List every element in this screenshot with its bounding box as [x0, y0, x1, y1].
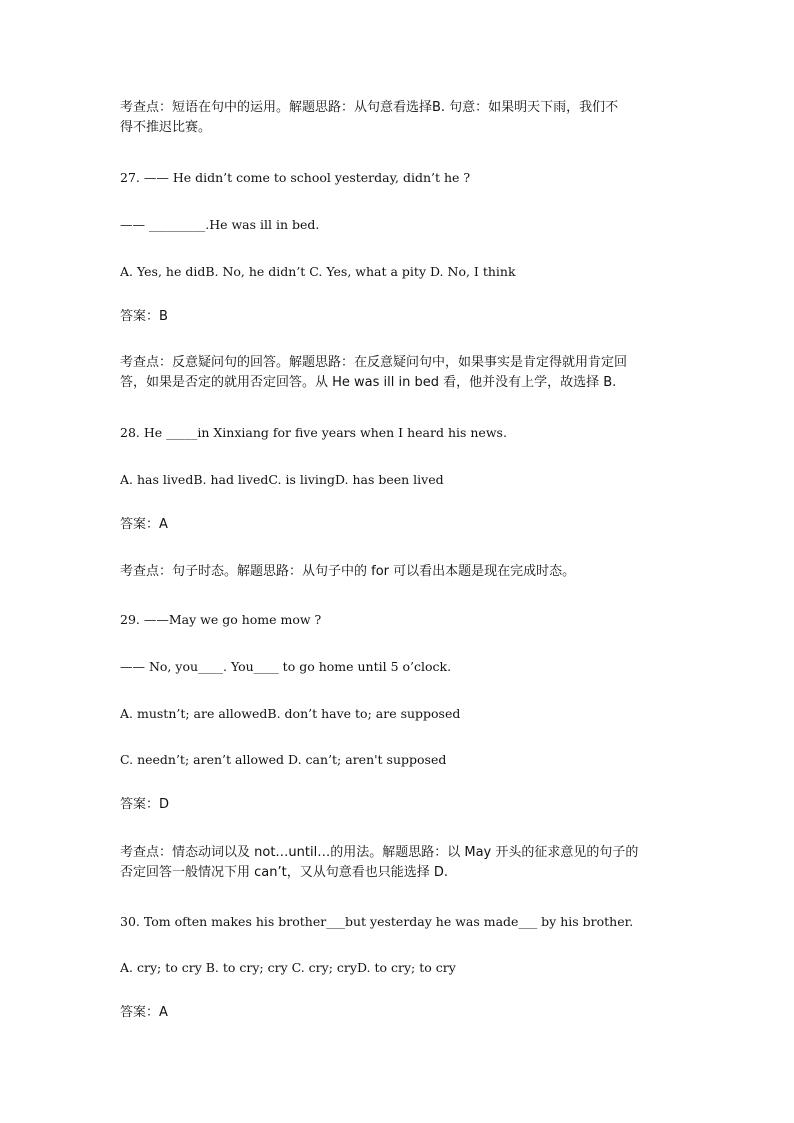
question-27-response: —— _________.He was ill in bed.	[120, 217, 320, 232]
question-28: 28. He _____in Xinxiang for five years when I heard his news.	[120, 425, 507, 440]
analysis-26-line-2: 得不推迟比赛。	[120, 120, 212, 135]
analysis-26-line-1: 考查点：短语在句中的运用。解题思路：从句意看选择B. 句意：如果明天下雨，我们不	[120, 100, 619, 115]
question-29-options-c-d: C. needn’t; aren’t allowed D. can’t; aren't supposed	[120, 752, 447, 767]
question-29-response: —— No, you____. You____ to go home until 5 o’clock.	[120, 659, 452, 674]
answer-30: 答案：A	[120, 1005, 168, 1020]
question-30: 30. Tom often makes his brother___but yesterday he was made___ by his brother.	[120, 914, 634, 929]
question-27: 27. —— He didn’t come to school yesterday, didn’t he ?	[120, 170, 471, 185]
question-29-options-a-b: A. mustn’t; are allowedB. don’t have to; are supposed	[120, 706, 461, 721]
question-27-options: A. Yes, he didB. No, he didn’t C. Yes, what a pity D. No, I think	[120, 264, 516, 279]
question-28-options: A. has livedB. had livedC. is livingD. has been lived	[120, 472, 444, 487]
answer-28: 答案：A	[120, 517, 168, 532]
analysis-29-line-2: 否定回答一般情况下用 can’t，又从句意看也只能选择 D.	[120, 865, 448, 880]
answer-29: 答案：D	[120, 797, 170, 812]
question-30-options: A. cry; to cry B. to cry; cry C. cry; cryD. to cry; to cry	[120, 960, 456, 975]
question-29: 29. ——May we go home mow ?	[120, 612, 322, 627]
analysis-27-line-2: 答，如果是否定的就用否定回答。从 He was ill in bed 看，他并没有上学，故选择 B.	[120, 375, 617, 390]
answer-27: 答案：B	[120, 309, 168, 324]
analysis-28: 考查点：句子时态。解题思路：从句子中的 for 可以看出本题是现在完成时态。	[120, 564, 576, 579]
analysis-27-line-1: 考查点：反意疑问句的回答。解题思路：在反意疑问句中，如果事实是肯定得就用肯定回	[120, 355, 628, 370]
analysis-29-line-1: 考查点：情态动词以及 not…until…的用法。解题思路：以 May 开头的征求意见的句子的	[120, 845, 639, 860]
